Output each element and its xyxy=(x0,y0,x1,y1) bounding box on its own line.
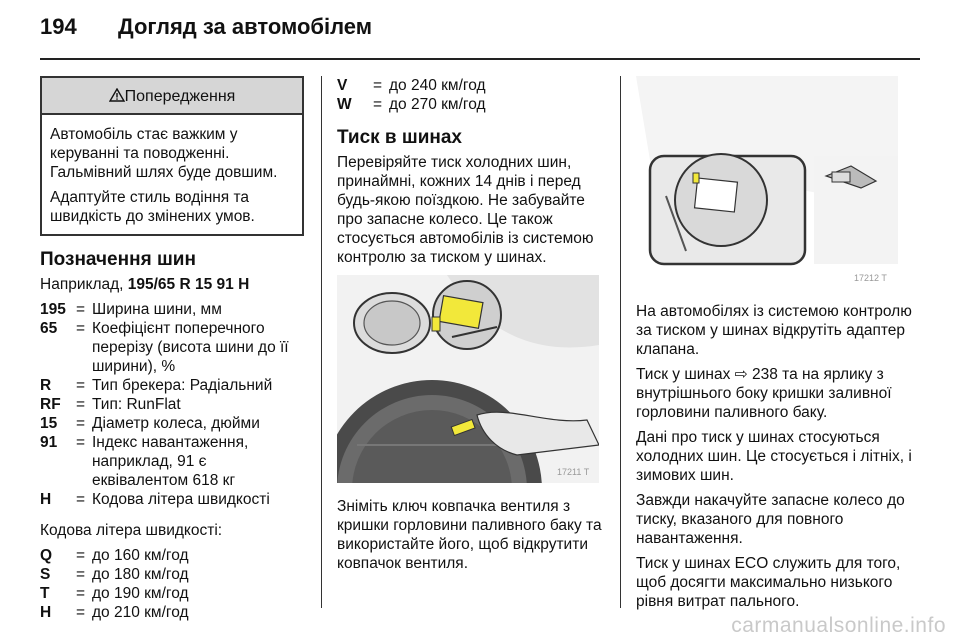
definition-key: V xyxy=(337,77,348,94)
warning-triangle-icon xyxy=(109,88,125,102)
section-heading-pressure: Тиск в шинах xyxy=(337,127,463,148)
equals-sign: = xyxy=(76,320,86,337)
equals-sign: = xyxy=(76,434,86,451)
figure-id: 17211 T xyxy=(557,467,590,477)
column-left xyxy=(40,76,304,622)
definition-row xyxy=(40,565,189,584)
equals-sign: = xyxy=(76,547,86,564)
equals-sign: = xyxy=(76,415,86,432)
definition-value: до 240 км/год xyxy=(389,77,486,94)
section-heading-designation: Позначення шин xyxy=(40,249,196,270)
definition-value: Індекс навантаження, наприклад, 91 є еквівалентом 618 кг xyxy=(92,434,249,489)
definition-key: 91 xyxy=(40,434,58,451)
definition-key: H xyxy=(40,604,52,621)
equals-sign: = xyxy=(76,301,86,318)
figure-fuel-flap-wheel xyxy=(337,275,599,483)
pressure-para: Дані про тиск у шинах стосуються холодних шин. Це стосується і літніх, і зимових шин. xyxy=(636,429,912,484)
definition-value: до 180 км/год xyxy=(92,566,189,583)
figure-caption: Зніміть ключ ковпачка вентиля з кришки горловини паливного баку та використайте його, щоб відкрутити ковпачок вентиля. xyxy=(337,498,602,572)
definition-key: 65 xyxy=(40,320,58,337)
definition-row xyxy=(40,300,304,319)
warning-title: Попередження xyxy=(124,88,236,105)
definition-row xyxy=(337,95,486,114)
column-divider xyxy=(321,76,322,608)
page-header xyxy=(40,14,372,40)
header-rule xyxy=(40,58,920,60)
watermark: carmanualsonline.info xyxy=(731,614,946,637)
definition-key: 15 xyxy=(40,415,58,432)
definition-row xyxy=(337,76,486,95)
figure-valve-adapter xyxy=(636,76,898,286)
definition-key: T xyxy=(40,585,50,602)
pressure-intro: Перевіряйте тиск холодних шин, принаймні, кожних 14 днів і перед будь-якою поїздкою. Не забувайте про запасне колесо. Це також стосується автомобілів із системою контролю за тиском у шинах. xyxy=(337,154,594,266)
equals-sign: = xyxy=(76,604,86,621)
column-divider xyxy=(620,76,621,608)
equals-sign: = xyxy=(76,566,86,583)
definition-key: H xyxy=(40,491,52,508)
definition-value: Діаметр колеса, дюйми xyxy=(92,415,260,432)
definition-key: RF xyxy=(40,396,61,413)
column-middle xyxy=(337,76,605,579)
equals-sign: = xyxy=(373,96,383,113)
speed-table-part1 xyxy=(40,546,189,622)
example-prefix: Наприклад, xyxy=(40,276,128,293)
definition-row xyxy=(40,319,304,376)
warning-title-bar xyxy=(42,78,302,115)
definition-value: до 270 км/год xyxy=(389,96,486,113)
definition-row xyxy=(40,603,189,622)
example-line xyxy=(40,275,304,294)
definition-row xyxy=(40,376,304,395)
speed-table-part2 xyxy=(337,76,486,114)
definition-value: до 160 км/год xyxy=(92,547,189,564)
example-code: 195/65 R 15 91 H xyxy=(127,276,250,293)
definition-row xyxy=(40,433,304,490)
figure-id: 17212 T xyxy=(854,273,887,283)
definition-key: R xyxy=(40,377,52,394)
definition-row xyxy=(40,414,304,433)
page-title: Догляд за автомобілем xyxy=(118,14,373,39)
definition-value: Ширина шини, мм xyxy=(92,301,222,318)
page-number: 194 xyxy=(40,14,77,39)
equals-sign: = xyxy=(373,77,383,94)
definition-row xyxy=(40,546,189,565)
definition-value: до 210 км/год xyxy=(92,604,189,621)
definition-row xyxy=(40,395,304,414)
warning-text: Автомобіль стає важким у керуванні та поводженні. Гальмівний шлях буде довшим. xyxy=(50,126,278,181)
speed-intro: Кодова літера швидкості: xyxy=(40,522,223,539)
pressure-para: На автомобілях із системою контролю за тиском у шинах відкрутіть адаптер клапана. xyxy=(636,303,912,358)
equals-sign: = xyxy=(76,585,86,602)
definition-key: 195 xyxy=(40,301,66,318)
pressure-ref-para xyxy=(636,365,920,422)
ref-text: 238 та на ярлику з внутрішнього боку кришки заливної горловини паливного баку. xyxy=(636,366,892,421)
definition-value: Тип: RunFlat xyxy=(92,396,181,413)
definition-value: Коефіцієнт поперечного перерізу (висота шини до її ширини), % xyxy=(92,320,289,375)
definition-value: Кодова літера швидкості xyxy=(92,491,270,508)
equals-sign: = xyxy=(76,396,86,413)
pressure-para: Тиск у шинах ECO служить для того, щоб досягти максимально низького рівня витрат пального. xyxy=(636,555,901,610)
definition-key: Q xyxy=(40,547,53,564)
equals-sign: = xyxy=(76,491,86,508)
definition-row xyxy=(40,490,304,509)
definition-key: S xyxy=(40,566,51,583)
designation-table xyxy=(40,300,304,509)
definition-value: Тип брекера: Радіальний xyxy=(92,377,273,394)
pressure-para: Завжди накачуйте запасне колесо до тиску, вказаного для повного навантаження. xyxy=(636,492,905,547)
ref-text: Тиск у шинах xyxy=(636,366,735,383)
definition-key: W xyxy=(337,96,352,113)
warning-text: Адаптуйте стиль водіння та швидкість до змінених умов. xyxy=(50,189,255,225)
reference-arrow-icon: ⇨ xyxy=(734,366,748,383)
equals-sign: = xyxy=(76,377,86,394)
column-right xyxy=(636,76,920,617)
definition-value: до 190 км/год xyxy=(92,585,189,602)
definition-row xyxy=(40,584,189,603)
warning-box xyxy=(40,76,304,236)
